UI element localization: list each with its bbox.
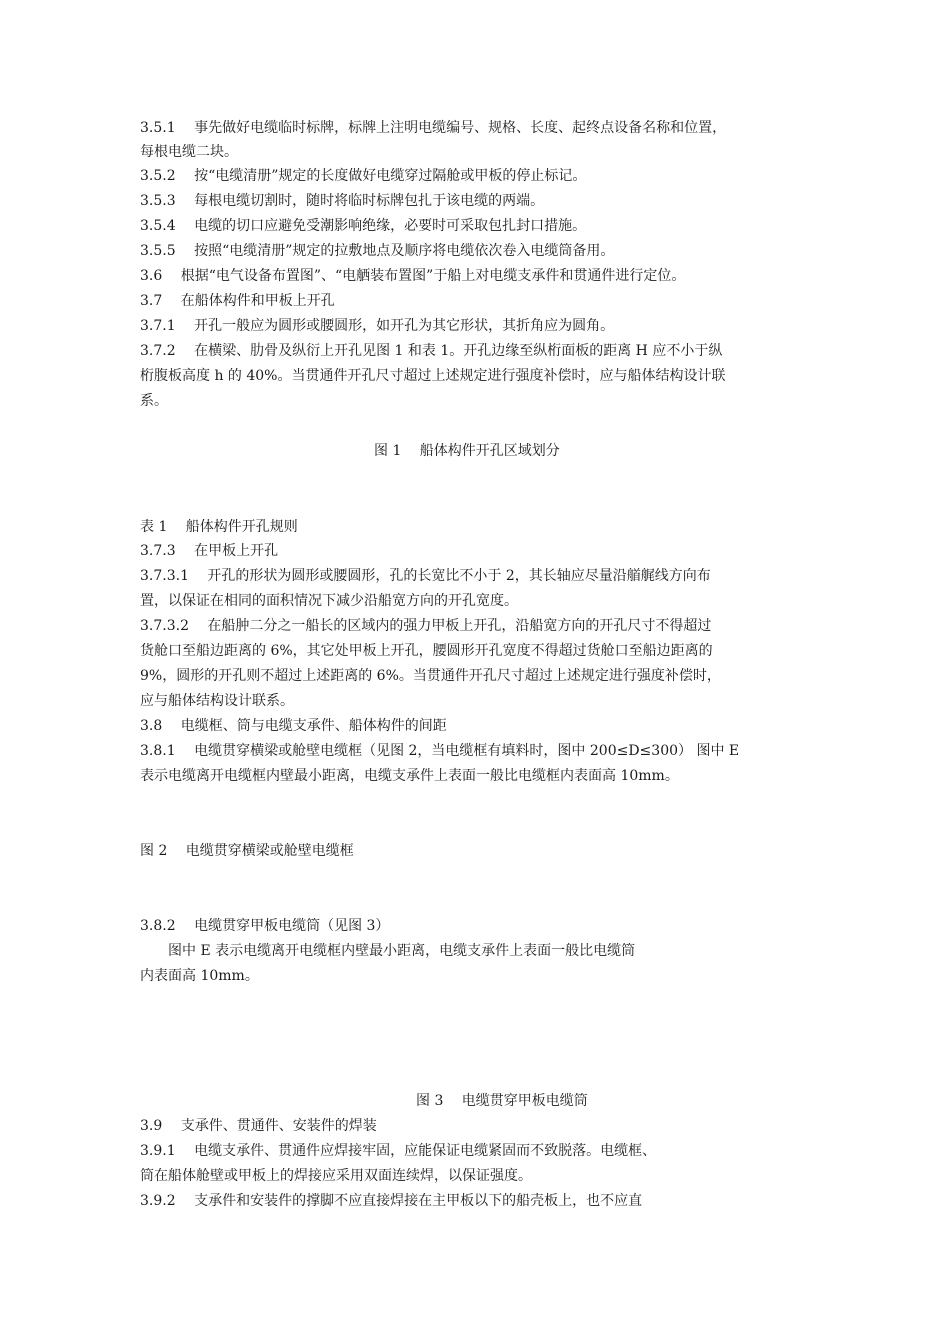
clause-3-9-1: 3.9.1 电缆支承件、贯通件应焊接牢固，应能保证电缆紧固而不致脱落。电缆框、 [140, 1143, 657, 1159]
clause-3-7-2-cont: 系。 [140, 393, 168, 409]
clause-3-7-3-2-cont: 9%，圆形的开孔则不超过上述距离的 6%。当贯通件开孔尺寸超过上述规定进行强度补偿时， [140, 668, 721, 684]
clause-3-5-1: 3.5.1 事先做好电缆临时标牌，标牌上注明电缆编号、规格、长度、起终点设备名称和位置， [140, 120, 727, 136]
clause-3-7-3-2-cont: 货舱口至船边距离的 6%，其它处甲板上开孔，腰圆形开孔宽度不得超过货舱口至船边距离的 [140, 643, 713, 659]
clause-3-7-3-2: 3.7.3.2 在船肿二分之一船长的区域内的强力甲板上开孔，沿船宽方向的开孔尺寸不得超过 [140, 618, 712, 634]
clause-3-9-2: 3.9.2 支承件和安装件的撑脚不应直接焊接在主甲板以下的船壳板上，也不应直 [140, 1193, 643, 1209]
clause-3-7-3: 3.7.3 在甲板上开孔 [140, 543, 279, 559]
clause-3-5-4: 3.5.4 电缆的切口应避免受潮影响绝缘，必要时可采取包扎封口措施。 [140, 218, 587, 234]
clause-3-8-1: 3.8.1 电缆贯穿横梁或舱壁电缆框（见图 2，当电缆框有填料时，图中 200≤D≤300） 图中 E [140, 743, 740, 759]
clause-3-5-3: 3.5.3 每根电缆切割时，随时将临时标牌包扎于该电缆的两端。 [140, 193, 545, 209]
clause-3-5-5: 3.5.5 按照“电缆清册”规定的拉敷地点及顺序将电缆依次卷入电缆筒备用。 [140, 243, 615, 259]
clause-3-7-3-1: 3.7.3.1 开孔的形状为圆形或腰圆形，孔的长宽比不小于 2，其长轴应尽量沿艏艉线方向布 [140, 568, 711, 584]
clause-3-7-3-1-cont: 置，以保证在相同的面积情况下减少沿船宽方向的开孔宽度。 [140, 593, 518, 609]
clause-3-7-1: 3.7.1 开孔一般应为圆形或腰圆形，如开孔为其它形状，其折角应为圆角。 [140, 318, 615, 334]
clause-3-8-2-text-cont: 内表面高 10mm。 [140, 968, 259, 984]
clause-3-7-2: 3.7.2 在横梁、肋骨及纵衍上开孔见图 1 和表 1。开孔边缘至纵桁面板的距离 H 应不小于纵 [140, 343, 723, 359]
clause-3-7-3-2-cont: 应与船体结构设计联系。 [140, 693, 294, 709]
clause-3-8-1-cont: 表示电缆离开电缆框内壁最小距离，电缆支承件上表面一般比电缆框内表面高 10mm。 [140, 768, 679, 784]
clause-3-6: 3.6 根据“电气设备布置图”、“电舾装布置图”于船上对电缆支承件和贯通件进行定位。 [140, 268, 686, 284]
clause-3-8: 3.8 电缆框、筒与电缆支承件、船体构件的间距 [140, 718, 447, 734]
clause-3-5-2: 3.5.2 按“电缆清册”规定的长度做好电缆穿过隔舱或甲板的停止标记。 [140, 168, 587, 184]
table-1-caption: 表 1 船体构件开孔规则 [140, 519, 298, 535]
clause-3-9-1-cont: 筒在船体舱壁或甲板上的焊接应采用双面连续焊，以保证强度。 [140, 1168, 532, 1184]
figure-3-caption: 图 3 电缆贯穿甲板电缆筒 [416, 1093, 588, 1109]
figure-1-caption: 图 1 船体构件开孔区域划分 [374, 443, 560, 459]
clause-3-8-2: 3.8.2 电缆贯穿甲板电缆筒（见图 3） [140, 918, 390, 934]
clause-3-7-2-cont: 桁腹板高度 h 的 40%。当贯通件开孔尺寸超过上述规定进行强度补偿时，应与船体结构设计联 [140, 368, 726, 384]
clause-3-5-1-cont: 每根电缆二块。 [140, 144, 238, 160]
clause-3-8-2-text: 图中 E 表示电缆离开电缆框内壁最小距离，电缆支承件上表面一般比电缆筒 [140, 943, 636, 959]
figure-2-caption: 图 2 电缆贯穿横梁或舱壁电缆框 [140, 843, 354, 859]
clause-3-7-heading: 3.7 在船体构件和甲板上开孔 [140, 293, 335, 309]
clause-3-9: 3.9 支承件、贯通件、安装件的焊装 [140, 1118, 377, 1134]
